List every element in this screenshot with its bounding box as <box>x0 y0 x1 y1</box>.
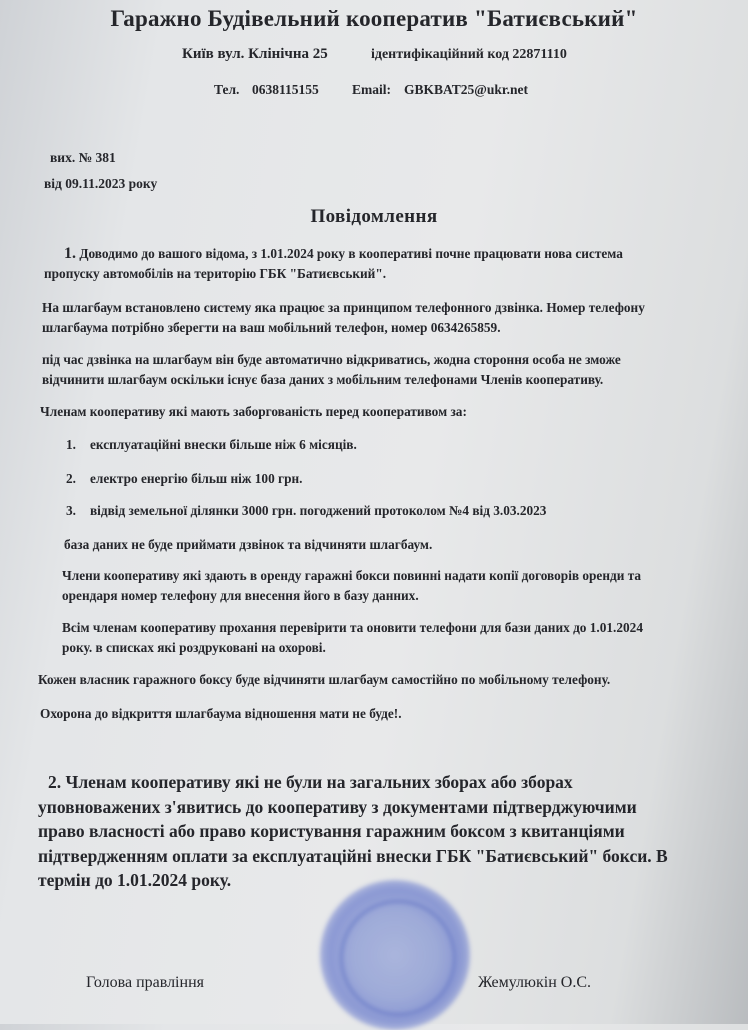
list-item-text: відвід земельної ділянки 3000 грн. погоджений протоколом №4 від 3.03.2023 <box>90 503 547 518</box>
signatory-role: Голова правління <box>86 974 204 991</box>
section-2 <box>38 770 668 893</box>
signatory-name: Жемулюкін О.С. <box>478 974 591 991</box>
organization-title: Гаражно Будівельний кооператив "Батиєвський" <box>110 6 638 31</box>
paragraph-2-line-1: На шлагбаум встановлено систему яка працює за принципом телефонного дзвінка. Номер телефону <box>42 300 645 315</box>
paragraph-6-line-1: Члени кооперативу які здають в оренду гаражні бокси повинні надати копії договорів оренди та <box>62 568 642 583</box>
paragraph-5-text: база даних не буде приймати дзвінок та відчиняти шлагбаум. <box>64 537 433 552</box>
document-date: від 09.11.2023 року <box>44 176 158 191</box>
phone-number: 0638115155 <box>252 82 319 97</box>
paragraph-3-line-1: під час дзвінка на шлагбаум він буде автоматично відкриватись, жодна стороння особа не зможе <box>42 352 621 367</box>
list-item-number: 2. <box>66 471 76 486</box>
paragraph-2 <box>42 298 645 338</box>
section-2-line-2: уповноважених з'явитись до кооперативу з документами підтверджуючими <box>38 796 637 817</box>
paragraph-8 <box>38 670 610 690</box>
paragraph-1-number: 1. <box>64 245 76 262</box>
outgoing-number: вих. № 381 <box>50 150 116 165</box>
list-item-text: експлуатаційні внески більше ніж 6 місяців. <box>90 437 357 452</box>
paragraph-1-line-2: пропуску автомобілів на територію ГБК "Батиєвський". <box>44 266 387 281</box>
paragraph-8-text: Кожен власник гаражного боксу буде відчиняти шлагбаум самостійно по мобільному телефону. <box>38 672 611 687</box>
identification-code: ідентифікаційний код 22871110 <box>371 47 567 62</box>
paragraph-7-line-2: року. в списках які роздруковані на охорові. <box>62 640 326 655</box>
section-2-line-4: підтвердженням оплати за експлуатаційні внески ГБК "Батиєвський" бокси. В <box>38 845 668 866</box>
paragraph-3-line-2: відчинити шлагбаум оскільки існує база даних з мобільним телефонами Членів кооперативу. <box>42 372 604 387</box>
paragraph-1-line-1: Доводимо до вашого відома, з 1.01.2024 року в кооперативі почне працювати нова система <box>79 246 623 261</box>
section-2-line-5: термін до 1.01.2024 року. <box>38 870 232 890</box>
stamp-inner-ring <box>340 900 456 1016</box>
paragraph-2-line-2: шлагбаума потрібно зберегти на ваш мобільний телефон, номер 0634265859. <box>42 320 501 335</box>
document-heading: Повідомлення <box>310 206 438 227</box>
paragraph-4 <box>40 402 467 422</box>
paragraph-9 <box>40 704 402 724</box>
paragraph-7-line-1: Всім членам кооперативу прохання перевірити та оновити телефони для бази даних до 1.01.2024 <box>62 620 643 635</box>
paragraph-3 <box>42 350 621 390</box>
paragraph-9-text: Охорона до відкриття шлагбаума відношення мати не буде!. <box>40 706 402 721</box>
paragraph-6 <box>62 566 641 606</box>
paragraph-6-line-2: орендаря номер телефону для внесення його в базу данних. <box>62 588 419 603</box>
list-item-text: електро енергію більш ніж 100 грн. <box>90 471 303 486</box>
paragraph-4-text: Членам кооперативу які мають заборгованість перед кооперативом за: <box>40 404 467 419</box>
list-item-number: 3. <box>66 503 76 518</box>
section-2-line-3: право власності або право користування гаражним боксом з квитанціями <box>38 821 625 841</box>
paragraph-5 <box>64 535 432 555</box>
phone-label: Тел. <box>214 82 240 97</box>
paragraph-1 <box>44 244 623 284</box>
section-2-line-1: 2. Членам кооперативу які не були на загальних зборах або зборах <box>48 772 573 792</box>
email-label: Email: <box>352 82 391 97</box>
email-address: GBKBAT25@ukr.net <box>404 82 528 97</box>
list-item <box>66 437 357 453</box>
paragraph-7 <box>62 618 643 658</box>
address: Київ вул. Клінічна 25 <box>182 46 328 62</box>
list-item <box>66 503 546 519</box>
list-item-number: 1. <box>66 437 76 452</box>
official-stamp <box>320 880 470 1030</box>
list-item <box>66 471 302 487</box>
